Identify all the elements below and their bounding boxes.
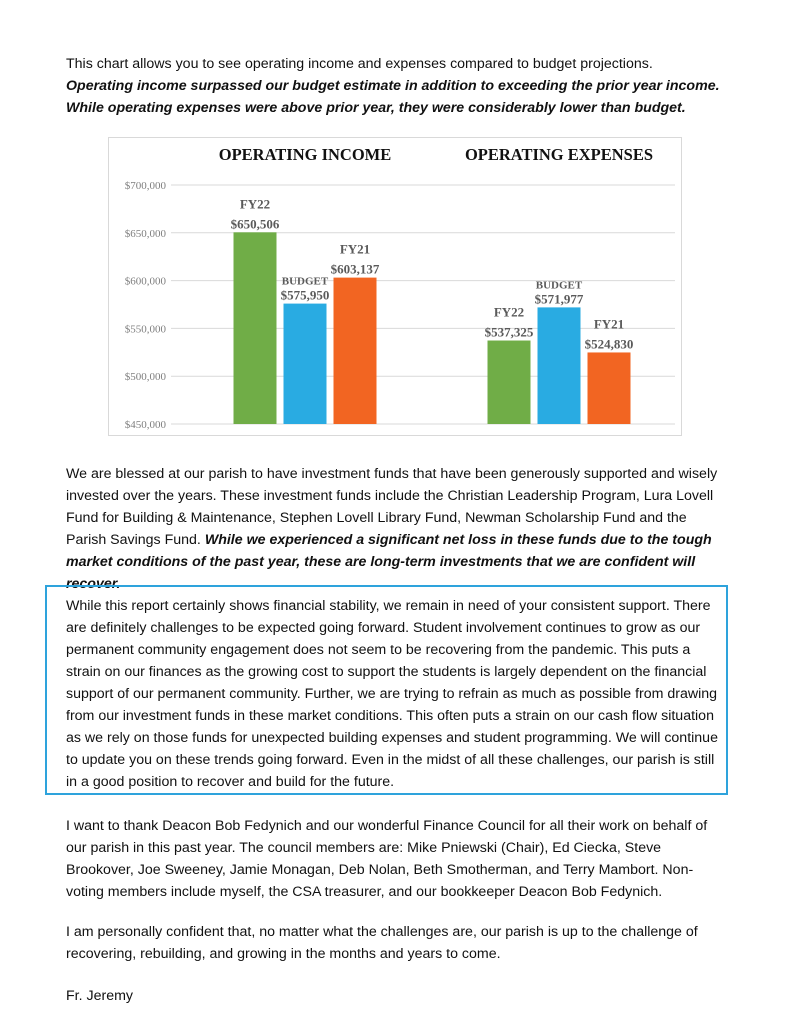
- bar-category-label: FY22: [239, 196, 271, 212]
- income-expense-chart: [108, 137, 682, 436]
- bar-category-label: FY21: [593, 316, 625, 332]
- intro-paragraph: [66, 53, 728, 119]
- chart-svg: [109, 138, 681, 435]
- y-tick-label: $700,000: [124, 180, 166, 192]
- intro-emphasis-1: Operating income surpassed our budget estimate in addition to exceeding the prior year income.: [66, 78, 720, 94]
- y-tick-label: $600,000: [124, 275, 166, 288]
- closing-paragraph: I am personally confident that, no matter what the challenges are, our parish is up to the challenge of recovering, rebuilding, and growing in the months and years to come.: [66, 924, 698, 962]
- bar-category-label: FY22: [493, 304, 525, 320]
- bar-category-label: FY21: [339, 241, 371, 257]
- bar: [334, 278, 377, 424]
- bar-category-label: BUDGET: [281, 275, 329, 288]
- investments-paragraph: [66, 463, 728, 595]
- bar: [284, 304, 327, 424]
- signature: Fr. Jeremy: [66, 988, 134, 1004]
- bar: [234, 232, 277, 424]
- y-tick-label: $500,000: [124, 371, 166, 384]
- bar-value-label: $575,950: [280, 287, 330, 303]
- y-tick-label: $550,000: [124, 323, 166, 336]
- thanks-paragraph: I want to thank Deacon Bob Fedynich and our wonderful Finance Council for all their work on behalf of our parish in this past year. The council members are: Mike Pniewski (Chair), Ed Ciecka, Steve Brookover, Joe Sweeney, Jamie Monagan, Deb Nolan, Beth Smotherman, and Terry Mambort. Non-voting members include myself, the CSA treasurer, and our bookkeeper Deacon Bob Fedynich.: [66, 818, 708, 900]
- investments-emphasis: While we experienced a significant net loss in these funds due to the tough market conditions of the past year, these are long-term investments that we are confident will recover.: [66, 532, 712, 592]
- bar: [538, 307, 581, 424]
- investments-text: We are blessed at our parish to have investment funds that have been generously supported and wisely invested over the years. These investment funds include the Christian Leadership Program, Lura Lovell Fund for Building & Maintenance, Stephen Lovell Library Fund, Newman Scholarship Fund and the Parish Savings Fund.: [66, 466, 718, 548]
- bar-value-label: $571,977: [534, 291, 584, 307]
- bar: [488, 341, 531, 424]
- intro-emphasis-2: While operating expenses were above prior year, they were considerably lower than budget.: [66, 100, 686, 116]
- bar-value-label: $524,830: [584, 336, 634, 352]
- chart-group-title: OPERATING INCOME: [218, 145, 392, 164]
- bar-value-label: $603,137: [330, 261, 380, 277]
- bar-category-label: BUDGET: [535, 279, 583, 292]
- support-callout-text: While this report certainly shows financial stability, we remain in need of your consistent support. There are definitely challenges to be expected going forward. Student involvement continues to grow as our permanent community engagement does not seem to be recovering from the pandemic. This puts a strain on our finances as the growing cost to support the students is largely dependent on the financial support of our permanent community. Further, we are trying to refrain as much as possible from drawing from our investment funds in these market conditions. This often puts a strain on our cash flow situation as we rely on those funds for unexpected building expenses and student programming. We will continue to update you on these trends going forward. Even in the midst of all these challenges, our parish is still in a good position to recover and build for the future.: [66, 598, 718, 790]
- chart-group-title: OPERATING EXPENSES: [464, 145, 654, 164]
- bar-value-label: $650,506: [230, 216, 280, 232]
- intro-text: This chart allows you to see operating income and expenses compared to budget projections.: [66, 56, 653, 72]
- y-tick-label: $650,000: [124, 227, 166, 240]
- y-tick-label: $450,000: [124, 419, 166, 431]
- bar: [588, 352, 631, 424]
- bar-value-label: $537,325: [484, 324, 534, 340]
